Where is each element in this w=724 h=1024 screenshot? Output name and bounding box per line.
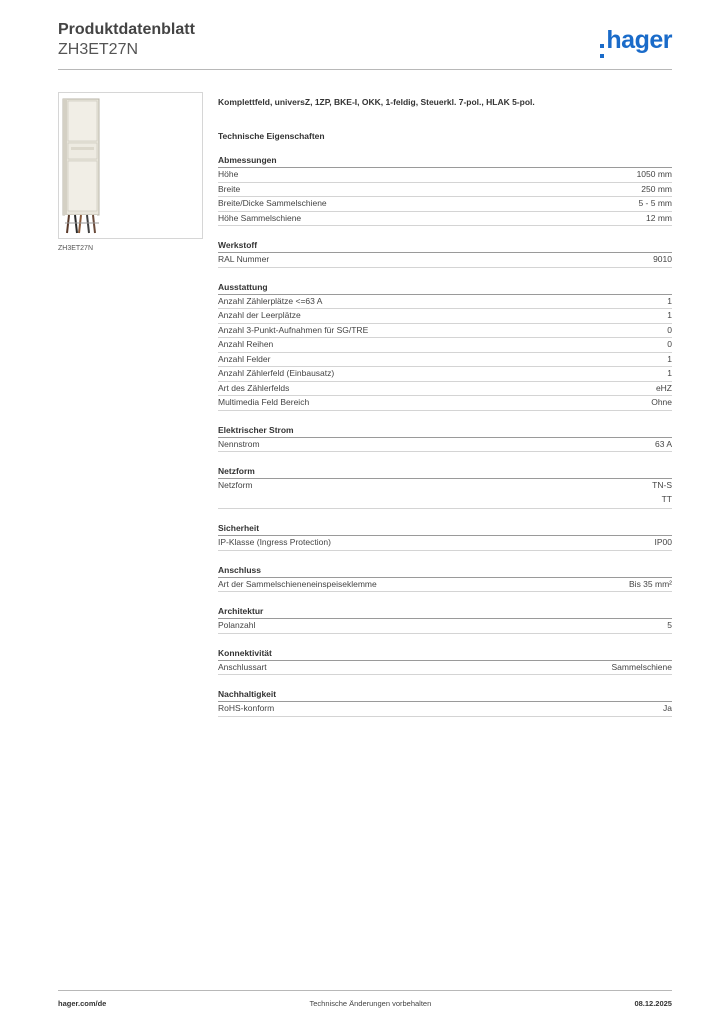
property-row <box>218 479 672 509</box>
property-label: IP-Klasse (Ingress Protection) <box>218 537 331 547</box>
property-value <box>646 212 672 226</box>
property-value-line: 63 A <box>654 438 672 449</box>
property-section <box>218 522 672 551</box>
property-value-line: 1 <box>667 353 672 364</box>
property-label: Höhe Sammelschiene <box>218 212 302 223</box>
property-value-line: Ja <box>663 703 672 713</box>
page-footer <box>58 990 672 1008</box>
image-caption: ZH3ET27N <box>58 245 94 252</box>
property-value <box>667 338 672 352</box>
property-label: Anzahl 3-Punkt-Aufnahmen für SG/TRE <box>218 324 369 335</box>
property-value-line: 1 <box>667 310 672 320</box>
section-title: Werkstoff <box>218 239 672 253</box>
property-row <box>218 367 672 382</box>
property-section <box>218 239 672 268</box>
property-row <box>218 536 672 551</box>
property-value <box>667 353 672 367</box>
property-value <box>651 396 672 410</box>
property-label: Art der Sammelschieneneinspeiseklemme <box>218 578 377 589</box>
property-value-line: Sammelschiene <box>611 661 672 672</box>
section-title: Architektur <box>218 605 672 619</box>
footer-date: 08.12.2025 <box>634 999 672 1008</box>
property-row <box>218 702 672 717</box>
property-value <box>638 197 672 211</box>
section-title: Ausstattung <box>218 281 672 295</box>
property-value <box>629 578 672 592</box>
footer-website: hager.com/de <box>58 999 107 1008</box>
property-label: Anzahl Zählerplätze <=63 A <box>218 295 323 306</box>
property-section <box>218 688 672 717</box>
property-label: Anschlussart <box>218 661 267 672</box>
property-row <box>218 619 672 634</box>
property-row <box>218 183 672 198</box>
property-row <box>218 661 672 676</box>
property-label: RoHS-konform <box>218 703 275 713</box>
property-section <box>218 424 672 453</box>
technical-properties-title: Technische Eigenschaften <box>218 131 325 141</box>
property-section <box>218 465 672 509</box>
property-value-line: Bis 35 mm² <box>629 578 672 589</box>
property-value-line: 12 mm <box>646 212 672 223</box>
property-section <box>218 281 672 411</box>
property-value-line: 250 mm <box>641 183 672 194</box>
product-details <box>218 96 672 717</box>
property-value-line: TT <box>661 493 672 504</box>
product-description: Komplettfeld, universZ, 1ZP, BKE-I, OKK, 1-feldig, Steuerkl. 7-pol., HLAK 5-pol. <box>218 97 535 107</box>
property-section <box>218 647 672 676</box>
property-value <box>655 438 672 452</box>
property-row <box>218 212 672 227</box>
property-label: Höhe <box>218 169 239 179</box>
property-value <box>653 253 672 267</box>
property-value-line: 0 <box>667 324 672 335</box>
section-title: Sicherheit <box>218 522 672 536</box>
property-value-line: 5 - 5 mm <box>638 198 672 208</box>
property-row <box>218 353 672 368</box>
section-title: Konnektivität <box>218 647 672 661</box>
property-label: Anzahl Zählerfeld (Einbausatz) <box>218 368 335 378</box>
property-value <box>667 619 672 633</box>
property-value <box>637 168 672 182</box>
property-value-line: 5 <box>667 620 672 630</box>
property-row <box>218 168 672 183</box>
section-title: Nachhaltigkeit <box>218 688 672 702</box>
property-value-line: 1 <box>667 295 672 306</box>
property-row <box>218 197 672 212</box>
property-label: Multimedia Feld Bereich <box>218 397 310 407</box>
property-value <box>612 661 672 675</box>
property-section <box>218 564 672 593</box>
property-value <box>667 367 672 381</box>
property-value-line: eHZ <box>655 382 672 393</box>
property-value <box>667 295 672 309</box>
property-label: Anzahl Felder <box>218 353 271 364</box>
property-label: Polanzahl <box>218 620 256 630</box>
property-value-line: 1050 mm <box>636 169 672 179</box>
logo-text: hager <box>606 26 672 54</box>
property-row <box>218 309 672 324</box>
property-row <box>218 438 672 453</box>
property-label: Netzform <box>218 480 253 490</box>
section-title: Elektrischer Strom <box>218 424 672 438</box>
property-value <box>667 324 672 338</box>
properties-list <box>218 154 672 717</box>
hager-logo <box>600 26 672 58</box>
property-label: Art des Zählerfelds <box>218 382 290 393</box>
property-label: Breite <box>218 183 241 194</box>
logo-colon-icon <box>600 44 604 58</box>
property-value-line: TN-S <box>652 480 672 490</box>
section-title: Anschluss <box>218 564 672 578</box>
section-title: Abmessungen <box>218 154 672 168</box>
property-label: RAL Nummer <box>218 254 270 264</box>
property-row <box>218 295 672 310</box>
page-title: Produktdatenblatt <box>58 21 195 38</box>
property-value <box>663 702 672 716</box>
page-header <box>58 20 672 70</box>
section-title: Netzform <box>218 465 672 479</box>
property-row <box>218 382 672 397</box>
property-value-line: Ohne <box>651 397 672 407</box>
property-row <box>218 253 672 268</box>
property-value <box>652 479 672 506</box>
product-code: ZH3ET27N <box>58 41 139 58</box>
property-row <box>218 324 672 339</box>
property-section <box>218 605 672 634</box>
property-label: Nennstrom <box>218 438 260 449</box>
footer-notice: Technische Änderungen vorbehalten <box>309 999 432 1008</box>
property-value-line: 1 <box>667 368 672 378</box>
product-image <box>58 92 203 239</box>
property-value <box>667 309 672 323</box>
property-value-line: 9010 <box>653 254 672 264</box>
distribution-panel-illustration <box>59 93 202 238</box>
property-row <box>218 338 672 353</box>
property-row <box>218 578 672 593</box>
property-value <box>656 382 672 396</box>
property-value-line: IP00 <box>654 537 672 547</box>
property-value <box>641 183 672 197</box>
property-label: Anzahl der Leerplätze <box>218 310 301 320</box>
property-value-line: 0 <box>667 339 672 349</box>
property-value <box>655 536 673 550</box>
property-section <box>218 154 672 226</box>
property-label: Anzahl Reihen <box>218 339 274 349</box>
property-row <box>218 396 672 411</box>
property-label: Breite/Dicke Sammelschiene <box>218 198 327 208</box>
